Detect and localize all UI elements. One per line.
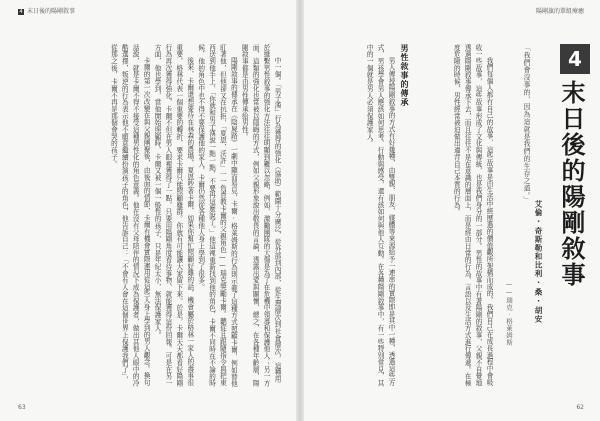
running-head-right: 陽剛旗的單組療癒 (535, 8, 584, 15)
chapter-number-box: 4 (560, 44, 590, 74)
paragraph: 中一個。「男子漢」行為獲得的強化（協助）範圍十分廣泛，從外部到內部，從生理層次到社會層次，這種用於維繫男性敘事的強化方法往往明顯到難以忽略，例如，激勵團隊的大傷是為了在危機中領導和保護他人；另一方面，這類的強化也常被以隱晦的方式，例如父親形象說出敬畏的言論，透露出愛與關懷，總之，在各種年齡層，陽剛敘事都是由男性傳承給男性。 (240, 44, 281, 387)
paragraph: 我們每個人都有自己的故事，這些故事是由生活中經歷過的價值觀所架構而成的，我們自己在成長過程中會吸收一些故事，這些故事形成了文化與傳統，也是我們身分的一部分。男性的故事中有著陽剛的敘事，父親不自覺地透過陽剛敘事傳承下去，而且往往不是在意識的層面上，而是經由日常的行為、言語以及生活方式進行傳遞。在極度危險的時候，男性經常被迫做出違背自己本質的行為。 (452, 44, 493, 387)
chapter-author: 艾倫‧奇斯勒和比利‧桑‧胡安 (534, 200, 543, 324)
epigraph: 「我們會沒事的，因為這就是我們的生存之道。」 (522, 44, 530, 204)
chapter-title: 末日後的陽剛敘事 (557, 80, 585, 288)
book-gutter (296, 0, 304, 421)
section-heading: 男性敘事的傳承 (400, 44, 409, 107)
section-body-text (316, 44, 396, 389)
page-number-right: 62 (576, 404, 584, 411)
right-page (304, 0, 600, 421)
left-page (0, 0, 296, 421)
running-head-left-text: 末日後的陽剛敘事 (27, 8, 76, 15)
running-head-left (18, 6, 75, 15)
epigraph-attribution: ——瑞克‧格萊姆斯 (505, 280, 513, 346)
paragraph: 陽剛敘事的傳承在《陰屍路》一劇中顯而易見，卡爾‧格萊姆斯的行為則示範了這種方式照顧卡爾，例如替他盯著他，但他卻又在抗拒，「夏恩，沃許」一一負責教卡爾的父親角色——瑞克獎勵卡爾。聽從且跟隨指令與把東西送到他手上，「你就和男子漢說一點一點，不要再這麼說了。」他這裡重新找到他的角色，卡爾不同時在不論的時候，他的角色中也不得不要保護他的家人，卡爾仍然從各種他人身上學到了很多。 (196, 44, 238, 388)
paragraph: 男人傳授陽剛敘事的方式有好幾種，由雙親、朋友、媒體等來源給予一連串的實際即是其中一種，透過這些方式，男孩學會男人應該如何思考、行動與感受，還有該如何與他人互動。在各種陽剛敘事中，有一些特別常見，其中的一個就是男人必須保護家人。 (365, 44, 395, 387)
intro-body-text (414, 44, 494, 389)
chapter-marker: 4 (19, 9, 23, 15)
left-body-text (14, 44, 282, 389)
paragraph: 卡爾的第一次改變在與父親團聚後，由後面的情節，卡爾有機會實際運用從這些人身上學到的男人觀念。換句話說，就是卡爾不得不接受這種男性化的角色意義。他在沒有父母陪伴的情況下成為保護者，做出其他人眼中的冷酷選擇，叛逆的行為表示他不願意繼續扮演孩子的角色，他告訴自己：「不會有人會在這個世界上保護我們了」，從那之後，卡爾不再是那個會哭的孩子。 (109, 44, 151, 387)
paragraph: 後來，卡爾還想要待在林森的農場，夏恩吵著卡爾，如果你幫忙照顧好雞的話，機會屬於格林一家人的壽事很重要，格林代表一個重要的轉折，要求卡爾只能照顧雞群。你就有可能讓大家留下來。於是，卡爾天天都看好陽剛行為再次獲得強化，卡爾不但在男人眼裡獲得了一點，只要用陽剛角度看待事物、就能獲得這份回報。可是在另一方面，他也學到，當他開始照顧時，卡爾又被一個一般性的孩子，只是年紀太小，無法保護家人。 (153, 44, 194, 387)
page-number-left: 63 (18, 404, 26, 411)
